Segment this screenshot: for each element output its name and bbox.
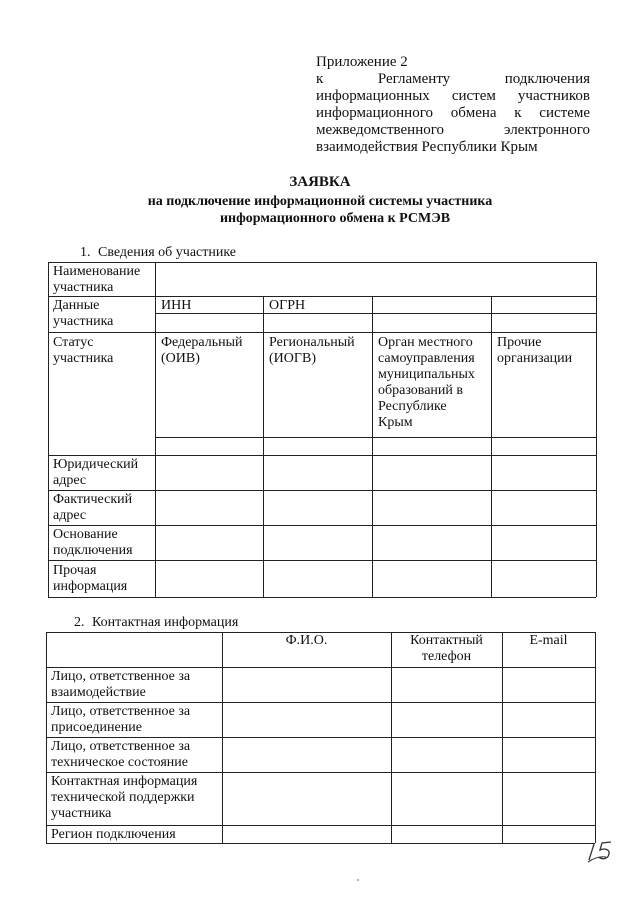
- status-regional: Региональный (ИОГВ): [269, 335, 355, 366]
- inn-label: ИНН: [161, 298, 192, 313]
- row-label-status: Статус участника: [53, 335, 114, 366]
- row-label-basis: Основание подключения: [53, 527, 133, 558]
- header-fio: Ф.И.О.: [285, 633, 328, 648]
- ogrn-label: ОГРН: [269, 298, 306, 313]
- appendix-number: Приложение 2: [316, 54, 408, 70]
- section-heading: 1. Сведения об участнике: [80, 245, 237, 260]
- document-subtitle: на подключение информационной системы участника: [147, 194, 493, 209]
- status-local-government: Орган местного самоуправления муниципальных образований в Республике Крым: [378, 335, 475, 430]
- scan-speck: [357, 879, 359, 881]
- appendix-line: межведомственного электронного: [316, 122, 590, 138]
- contact-row-region: Регион подключения: [51, 827, 176, 842]
- contact-row-support: Контактная информация технической поддержки участника: [51, 774, 198, 821]
- document-subtitle: информационного обмена к РСМЭВ: [219, 211, 451, 226]
- section-heading: 2. Контактная информация: [74, 615, 239, 630]
- row-label-misc: Прочая информация: [53, 563, 128, 594]
- row-label-legal-address: Юридический адрес: [53, 457, 139, 488]
- status-other: Прочие организации: [497, 335, 573, 366]
- appendix-line: к Регламенту подключения: [316, 71, 590, 87]
- header-phone: Контактный телефон: [410, 633, 483, 664]
- contact-row-connection: Лицо, ответственное за присоединение: [51, 704, 191, 735]
- row-label-actual-address: Фактический адрес: [53, 492, 133, 523]
- appendix-line: взаимодействия Республики Крым: [316, 139, 538, 155]
- appendix-line: информационных систем участников: [316, 88, 590, 104]
- document-title: ЗАЯВКА: [289, 174, 351, 190]
- appendix-line: информационного обмена к системе: [316, 105, 590, 121]
- status-federal: Федеральный (ОИВ): [161, 335, 243, 366]
- header-email: E-mail: [529, 633, 568, 648]
- row-label-name: Наименование участника: [53, 264, 141, 295]
- appendix-block: [316, 54, 590, 156]
- handwritten-page-number: [586, 838, 618, 864]
- row-label-data: Данные участника: [53, 298, 114, 329]
- contact-row-interaction: Лицо, ответственное за взаимодействие: [51, 669, 191, 700]
- contact-row-technical-state: Лицо, ответственное за техническое состояние: [51, 739, 191, 770]
